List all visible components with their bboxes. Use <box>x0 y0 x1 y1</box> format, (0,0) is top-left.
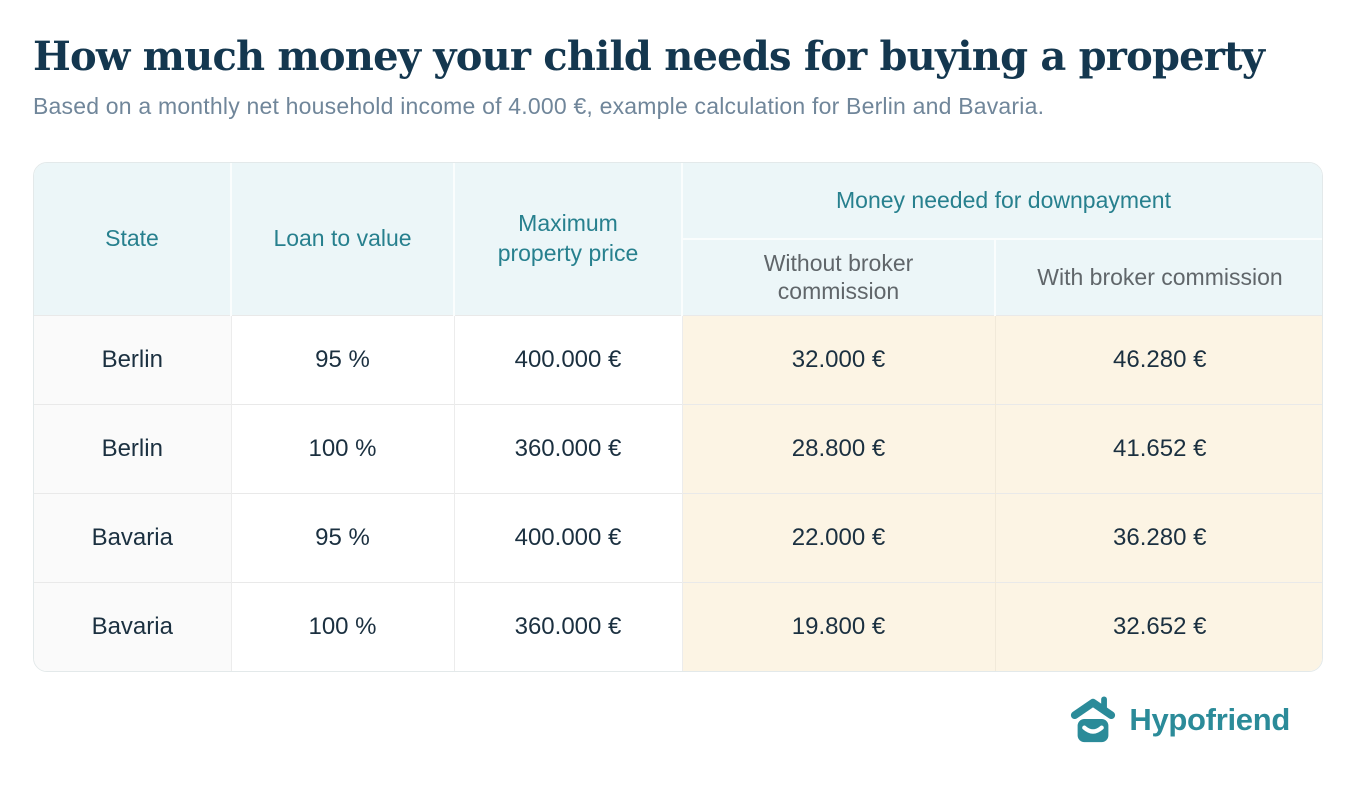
cell-max-property-price: 400.000 € <box>454 315 682 404</box>
cell-state: Berlin <box>34 315 231 404</box>
cell-max-property-price: 360.000 € <box>454 582 682 671</box>
infographic <box>0 34 1356 746</box>
property-cost-table <box>33 162 1323 672</box>
column-header-state: State <box>34 163 231 315</box>
cell-without-broker: 28.800 € <box>682 404 995 493</box>
cell-with-broker: 36.280 € <box>995 493 1323 582</box>
page-title: How much money your child needs for buying a property <box>33 33 1265 80</box>
table-body <box>34 315 1323 671</box>
column-header-without-broker: Without broker commission <box>682 239 995 315</box>
cell-state: Bavaria <box>34 582 231 671</box>
cell-with-broker: 41.652 € <box>995 404 1323 493</box>
cell-with-broker: 32.652 € <box>995 582 1323 671</box>
table-row <box>34 404 1323 493</box>
cell-without-broker: 32.000 € <box>682 315 995 404</box>
hypofriend-logo-text: Hypofriend <box>1129 702 1290 737</box>
table-header <box>34 163 1323 315</box>
page-subtitle: Based on a monthly net household income of 4.000 €, example calculation for Berlin and Bavaria. <box>33 93 1045 119</box>
cell-loan-to-value: 95 % <box>231 315 454 404</box>
table-row <box>34 315 1323 404</box>
table-row <box>34 493 1323 582</box>
cell-state: Berlin <box>34 404 231 493</box>
cell-max-property-price: 360.000 € <box>454 404 682 493</box>
column-header-loan-to-value: Loan to value <box>231 163 454 315</box>
column-header-with-broker: With broker commission <box>995 239 1323 315</box>
cell-with-broker: 46.280 € <box>995 315 1323 404</box>
cell-loan-to-value: 100 % <box>231 582 454 671</box>
table-row <box>34 582 1323 671</box>
cell-without-broker: 19.800 € <box>682 582 995 671</box>
hypofriend-house-icon <box>1068 694 1118 746</box>
cell-without-broker: 22.000 € <box>682 493 995 582</box>
column-group-downpayment: Money needed for downpayment <box>682 163 1323 239</box>
cell-loan-to-value: 100 % <box>231 404 454 493</box>
column-header-max-property-price: Maximum property price <box>454 163 682 315</box>
footer-branding <box>33 694 1323 746</box>
data-table <box>34 163 1323 671</box>
cell-loan-to-value: 95 % <box>231 493 454 582</box>
cell-state: Bavaria <box>34 493 231 582</box>
cell-max-property-price: 400.000 € <box>454 493 682 582</box>
